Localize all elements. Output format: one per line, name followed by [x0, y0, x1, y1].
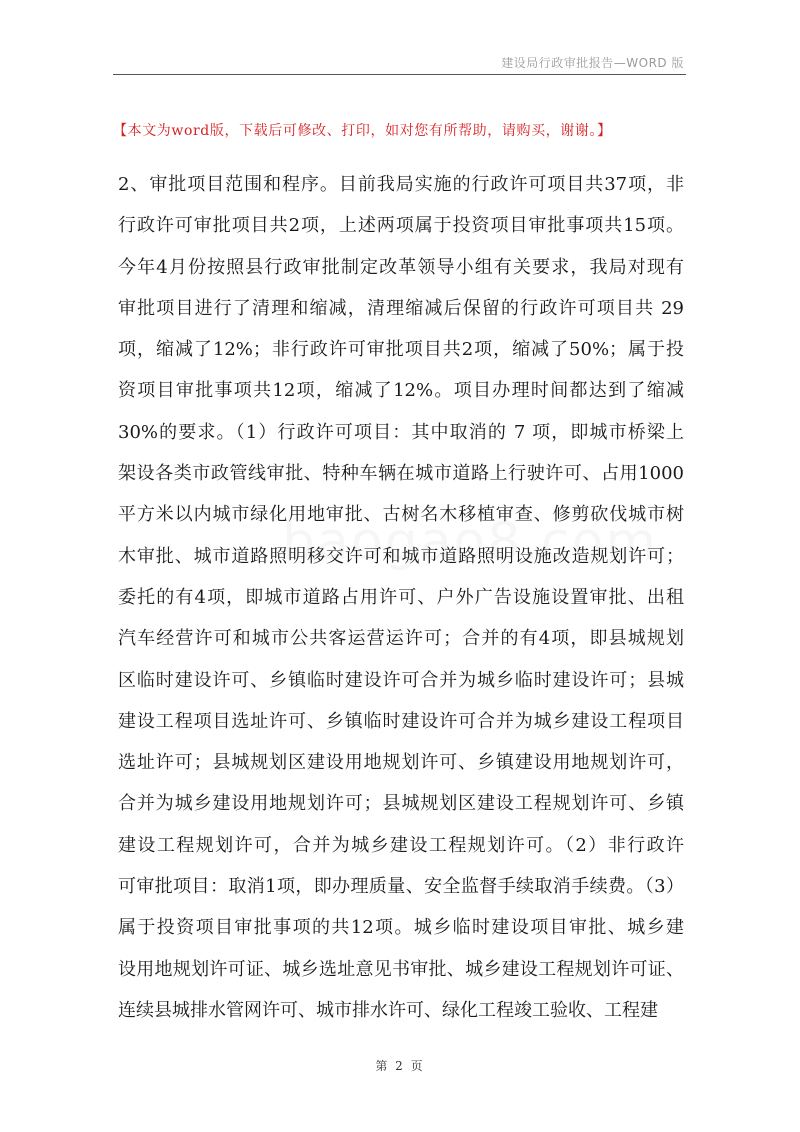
document-body [118, 164, 686, 1031]
download-notice: 【本文为word版，下载后可修改、打印，如对您有所帮助，请购买，谢谢。】 [113, 123, 612, 139]
body-line: 区临时建设许可、乡镇临时建设许可合并为城乡临时建设许可；县城 [118, 669, 684, 691]
body-line: 行政许可审批项目共2项，上述两项属于投资项目审批事项共15项。 [118, 215, 684, 237]
body-line: 项，缩减了12%；非行政许可审批项目共2项，缩减了50%；属于投 [118, 339, 684, 361]
body-line: 建设工程规划许可，合并为城乡建设工程规划许可。（2）非行政许 [118, 834, 684, 856]
body-line: 汽车经营许可和城市公共客运营运许可；合并的有4项，即县城规划 [118, 628, 684, 650]
body-line: 连续县城排水管网许可、城市排水许可、绿化工程竣工验收、工程建 [118, 999, 658, 1021]
body-line: 选址许可；县城规划区建设用地规划许可、乡镇建设用地规划许可， [118, 752, 684, 774]
body-line: 平方米以内城市绿化用地审批、古树名木移植审查、修剪砍伐城市树 [118, 504, 684, 526]
body-line: 今年4月份按照县行政审批制定改革领导小组有关要求，我局对现有 [118, 256, 684, 278]
body-line: 属于投资项目审批事项的共12项。城乡临时建设项目审批、城乡建 [118, 917, 684, 939]
running-header: 建设局行政审批报告—WORD 版 [501, 56, 684, 70]
body-line: 资项目审批事项共12项，缩减了12%。项目办理时间都达到了缩减 [118, 380, 684, 402]
body-line: 建设工程项目选址许可、乡镇临时建设许可合并为城乡建设工程项目 [118, 710, 684, 732]
body-line: 委托的有4项，即城市道路占用许可、户外广告设施设置审批、出租 [118, 586, 684, 608]
body-line: 设用地规划许可证、城乡选址意见书审批、城乡建设工程规划许可证、 [118, 958, 684, 980]
body-line: 2、审批项目范围和程序。目前我局实施的行政许可项目共37项，非 [118, 174, 684, 195]
body-line: 可审批项目：取消1项，即办理质量、安全监督手续取消手续费。（3） [118, 876, 684, 898]
body-line: 木审批、城市道路照明移交许可和城市道路照明设施改造规划许可； [118, 545, 684, 567]
body-line: 合并为城乡建设用地规划许可；县城规划区建设工程规划许可、乡镇 [118, 793, 684, 815]
body-line: 架设各类市政管线审批、特种车辆在城市道路上行驶许可、占用1000 [118, 463, 684, 485]
header-divider [113, 74, 686, 75]
body-line: 审批项目进行了清理和缩减，清理缩减后保留的行政许可项目共 29 [118, 297, 684, 319]
body-line: 30%的要求。（1）行政许可项目：其中取消的 7 项，即城市桥梁上 [118, 421, 684, 443]
page-number: 第 2 页 [375, 1059, 425, 1073]
